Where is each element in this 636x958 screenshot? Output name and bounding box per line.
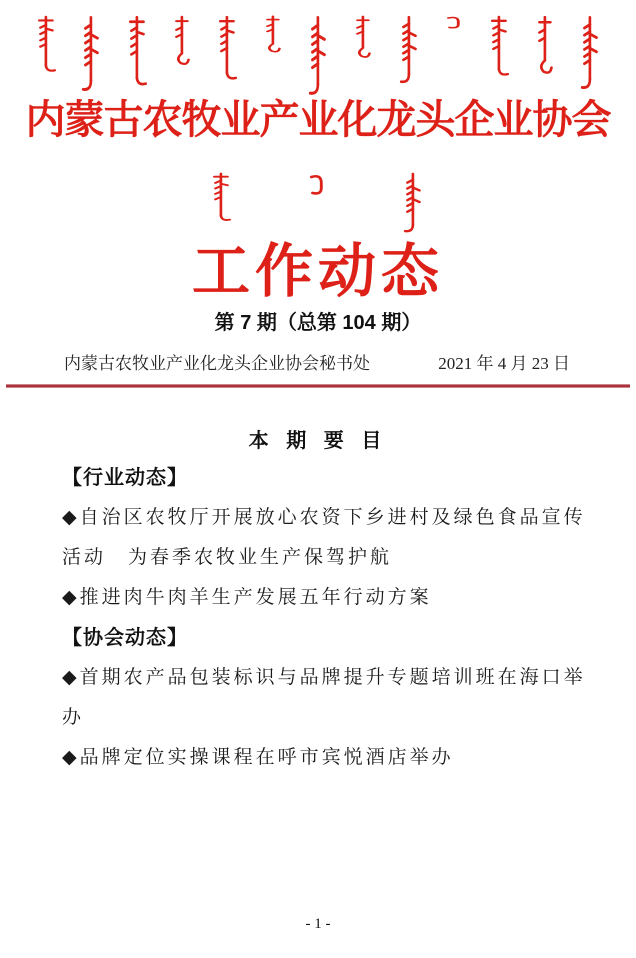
page-number: - 1 - [305,916,331,932]
toc [62,458,586,778]
toc-item-line: 办 [62,707,85,728]
mongolian-word-icon [127,15,149,87]
mongolian-word-icon [353,15,375,63]
section-label-industry: 【行业动态】 [62,467,188,489]
mongolian-word-icon [211,172,233,222]
red-divider-line [6,384,630,388]
mongolian-word-icon [36,15,58,73]
bulletin-title: 工作动态 [191,239,444,304]
mongolian-word-icon [489,15,511,77]
org-title: 内蒙古农牧业产业化龙头企业协会 [25,97,611,142]
mongolian-word-icon [399,15,421,85]
publisher-date-row [64,349,570,374]
mongolian-word-icon [263,15,285,57]
toc-item-line: 活动 为春季农牧业生产保驾护航 [62,547,393,568]
publish-date: 2021 年 4 月 23 日 [438,354,570,373]
mongolian-word-icon [535,15,557,81]
mongolian-script-banner-icon [36,15,602,99]
mongolian-word-icon [308,15,330,97]
section-label-association: 【协会动态】 [62,627,188,649]
toc-heading: 本 期 要 目 [248,430,388,452]
mongolian-word-icon [580,15,602,91]
mongolian-word-icon [217,15,239,81]
issue-number: 第 7 期（总第 104 期） [214,312,422,334]
mongolian-word-icon [307,172,329,196]
mongolian-word-icon [172,15,194,71]
toc-item-line: ◆首期农产品包装标识与品牌提升专题培训班在海口举 [62,667,586,688]
publisher: 内蒙古农牧业产业化龙头企业协会秘书处 [64,354,370,373]
toc-item-line: ◆自治区农牧厅开展放心农资下乡进村及绿色食品宣传 [62,507,586,528]
mongolian-word-icon [444,15,466,53]
mongolian-word-icon [81,15,103,93]
toc-item-line: ◆品牌定位实操课程在呼市宾悦酒店举办 [62,747,454,768]
toc-item-line: ◆推进肉牛肉羊生产发展五年行动方案 [62,587,432,608]
